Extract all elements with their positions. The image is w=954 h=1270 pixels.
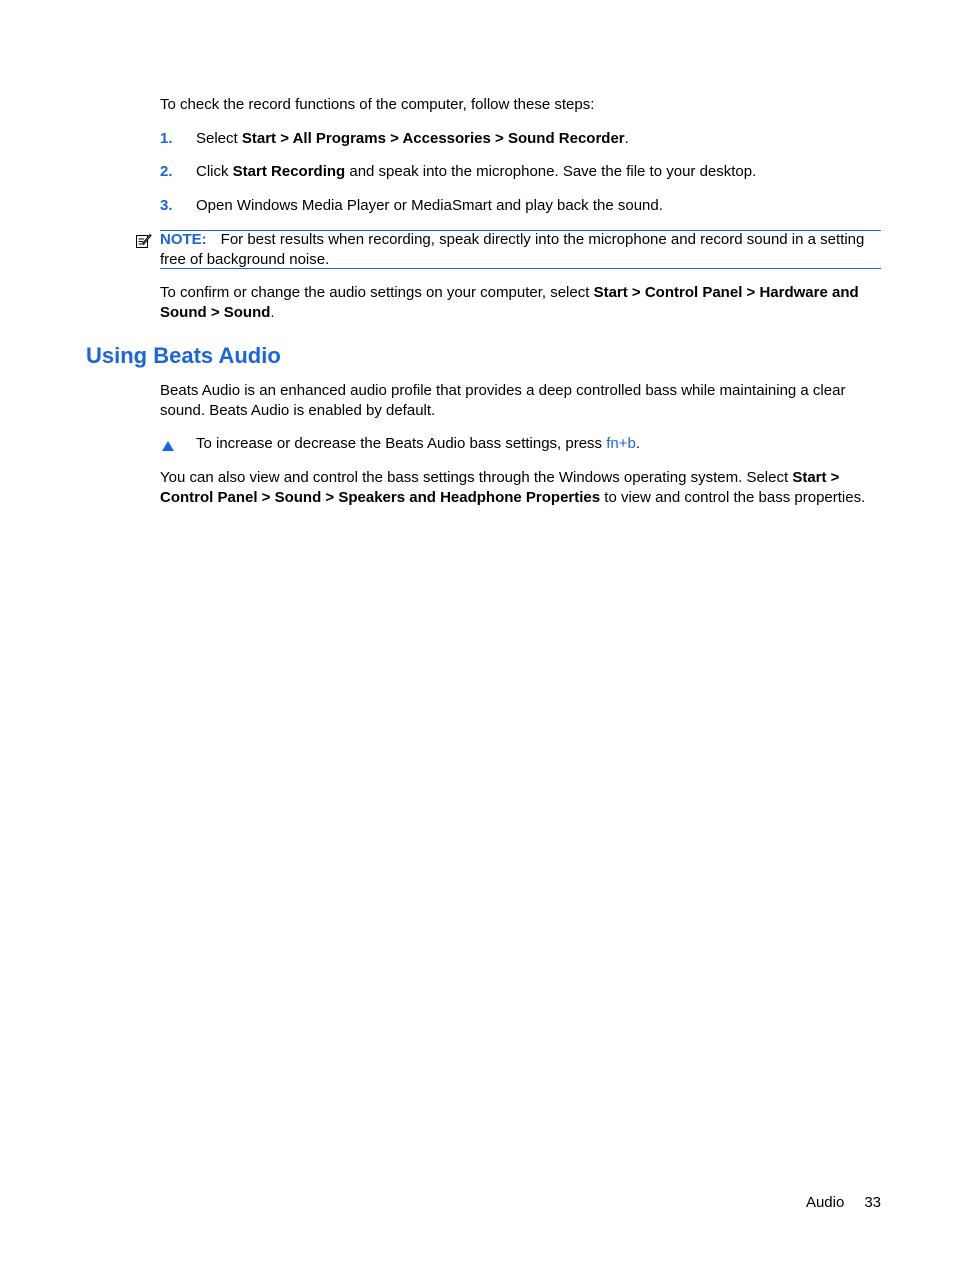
triangle-bullet-icon xyxy=(161,440,175,452)
menu-path: Start > Control Panel > Hardware and Sound > Sound xyxy=(160,284,859,321)
menu-path: Start > All Programs > Accessories > Sound Recorder xyxy=(241,130,625,147)
step-number: 3. xyxy=(160,197,173,214)
step-number: 1. xyxy=(160,130,173,147)
confirm-post: . xyxy=(270,303,275,321)
key-combo-link[interactable]: fn+b xyxy=(606,435,636,452)
footer-label: Audio xyxy=(805,1194,845,1211)
note-label: NOTE: xyxy=(160,231,207,248)
step-pre: Select xyxy=(196,130,242,147)
step-text xyxy=(196,162,756,182)
confirm-text xyxy=(160,283,882,322)
step-number: 2. xyxy=(160,163,173,180)
note-body: For best results when recording, speak directly into the microphone and record sound in a setting free of background noise. xyxy=(160,231,865,268)
page-number: 33 xyxy=(864,1194,881,1211)
also-post: to view and control the bass properties. xyxy=(600,488,866,506)
button-name: Start Recording xyxy=(232,163,346,180)
step-post: and speak into the microphone. Save the file to your desktop. xyxy=(345,163,757,180)
step-pre: Open Windows Media Player or MediaSmart and play back the sound. xyxy=(196,197,663,214)
also-pre: You can also view and control the bass settings through the Windows operating system. Select xyxy=(160,469,793,486)
confirm-pre: To confirm or change the audio settings on your computer, select xyxy=(160,284,594,301)
step-pre: Click xyxy=(196,163,233,180)
intro-text: To check the record functions of the computer, follow these steps: xyxy=(160,96,595,113)
bullet-text xyxy=(196,434,640,454)
bullet-post: . xyxy=(635,435,641,452)
note-text xyxy=(160,230,882,269)
section-heading: Using Beats Audio xyxy=(86,343,281,368)
step-text xyxy=(196,129,629,149)
menu-path: Start > Control Panel > Sound > Speakers and Headphone Properties xyxy=(160,469,840,506)
bullet-pre: To increase or decrease the Beats Audio bass settings, press xyxy=(196,435,607,452)
bass-settings-text xyxy=(160,468,882,507)
section-paragraph: Beats Audio is an enhanced audio profile that provides a deep controlled bass while maintaining a clear sound. Beats Audio is enabled by default. xyxy=(160,382,846,419)
page-footer xyxy=(806,1193,881,1213)
step-text xyxy=(196,196,663,216)
note-pencil-icon xyxy=(135,232,152,249)
step-post: . xyxy=(624,130,629,147)
